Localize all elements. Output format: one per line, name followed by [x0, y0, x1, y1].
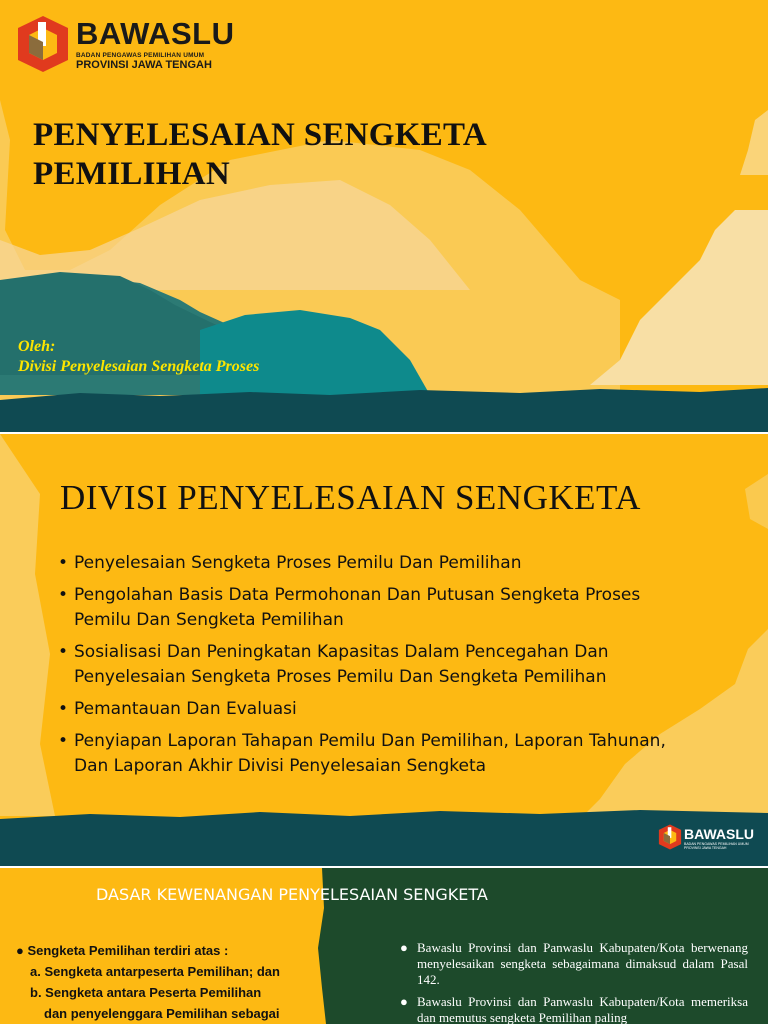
list-item-line-2: Pemilu Dan Sengketa Pemilihan: [74, 610, 344, 630]
list-item: [58, 583, 758, 633]
byline-text: Divisi Penyelesaian Sengketa Proses: [18, 358, 260, 375]
slide-title: [33, 116, 487, 194]
list-item: [58, 640, 758, 690]
list-item-b-line-2: dan penyelenggara Pemilihan sebagai: [44, 1006, 280, 1021]
list-item: [58, 729, 758, 779]
title-slide: [0, 0, 768, 432]
list-item-line-1: • Pengolahan Basis Data Permohonan Dan Putusan Sengketa Proses: [74, 585, 641, 605]
logo-wordmark: [76, 16, 235, 71]
list-item: [58, 697, 758, 722]
list-item-line-1: • Penyiapan Laporan Tahapan Pemilu Dan Pemilihan, Laporan Tahunan,: [74, 731, 666, 751]
bawaslu-logo-icon: [16, 14, 70, 74]
title-line-1: PENYELESAIAN SENGKETA: [33, 117, 488, 153]
list-item-line-1: • Pemantauan Dan Evaluasi: [74, 699, 297, 719]
division-slide: [0, 434, 768, 866]
bullet-dot-icon: ●: [400, 994, 408, 1009]
title-line-2: PEMILIHAN: [33, 156, 231, 192]
slide-title: DASAR KEWENANGAN PENYELESAIAN SENGKETA: [96, 885, 488, 904]
list-item-line-2: Dan Laporan Akhir Divisi Penyelesaian Sengketa: [74, 756, 487, 776]
logo-name: BAWASLU: [76, 16, 235, 51]
byline: [18, 337, 259, 377]
authority-list: [400, 940, 748, 1024]
logo-name: BAWASLU: [684, 826, 754, 842]
logo-region: PROVINSI JAWA TENGAH: [76, 59, 212, 71]
list-item: ● Bawaslu Provinsi dan Panwaslu Kabupaten/Kota memeriksa dan memutus sengketa Pemilihan paling: [400, 994, 748, 1024]
list-item: [58, 551, 758, 576]
list-item-b-line-1: b. Sengketa antara Peserta Pemilihan: [30, 985, 262, 1000]
list-item-a: a. Sengketa antarpeserta Pemilihan; dan: [30, 964, 280, 979]
bullet-dot-icon: ●: [16, 943, 28, 958]
logo-region: PROVINSI JAWA TENGAH: [684, 846, 727, 850]
list-item-line-1: • Penyelesaian Sengketa Proses Pemilu Dan Pemilihan: [74, 553, 522, 573]
bawaslu-logo-icon: [658, 823, 682, 851]
slide-title: DIVISI PENYELESAIAN SENGKETA: [60, 478, 641, 517]
duties-list: [58, 551, 758, 786]
bullet-dot-icon: ●: [400, 940, 408, 955]
list-item-line-1: • Sosialisasi Dan Peningkatan Kapasitas Dalam Pencegahan Dan: [74, 642, 609, 662]
list-item-line-2: Penyelesaian Sengketa Proses Pemilu Dan Sengketa Pemilihan: [74, 667, 607, 687]
list-intro: ● Sengketa Pemilihan terdiri atas :: [16, 943, 229, 958]
small-logo-wordmark: [684, 826, 754, 850]
dispute-types-list: [16, 940, 280, 1024]
logo-subtitle: BADAN PENGAWAS PEMILIHAN UMUM: [76, 52, 205, 59]
logo-subtitle: BADAN PENGAWAS PEMILIHAN UMUM: [684, 842, 749, 846]
authority-slide: [0, 868, 768, 1024]
list-item: ● Bawaslu Provinsi dan Panwaslu Kabupaten/Kota berwenang menyelesaikan sengketa sebagaimana dimaksud dalam Pasal 142.: [400, 940, 748, 987]
byline-label: Oleh:: [18, 338, 56, 355]
